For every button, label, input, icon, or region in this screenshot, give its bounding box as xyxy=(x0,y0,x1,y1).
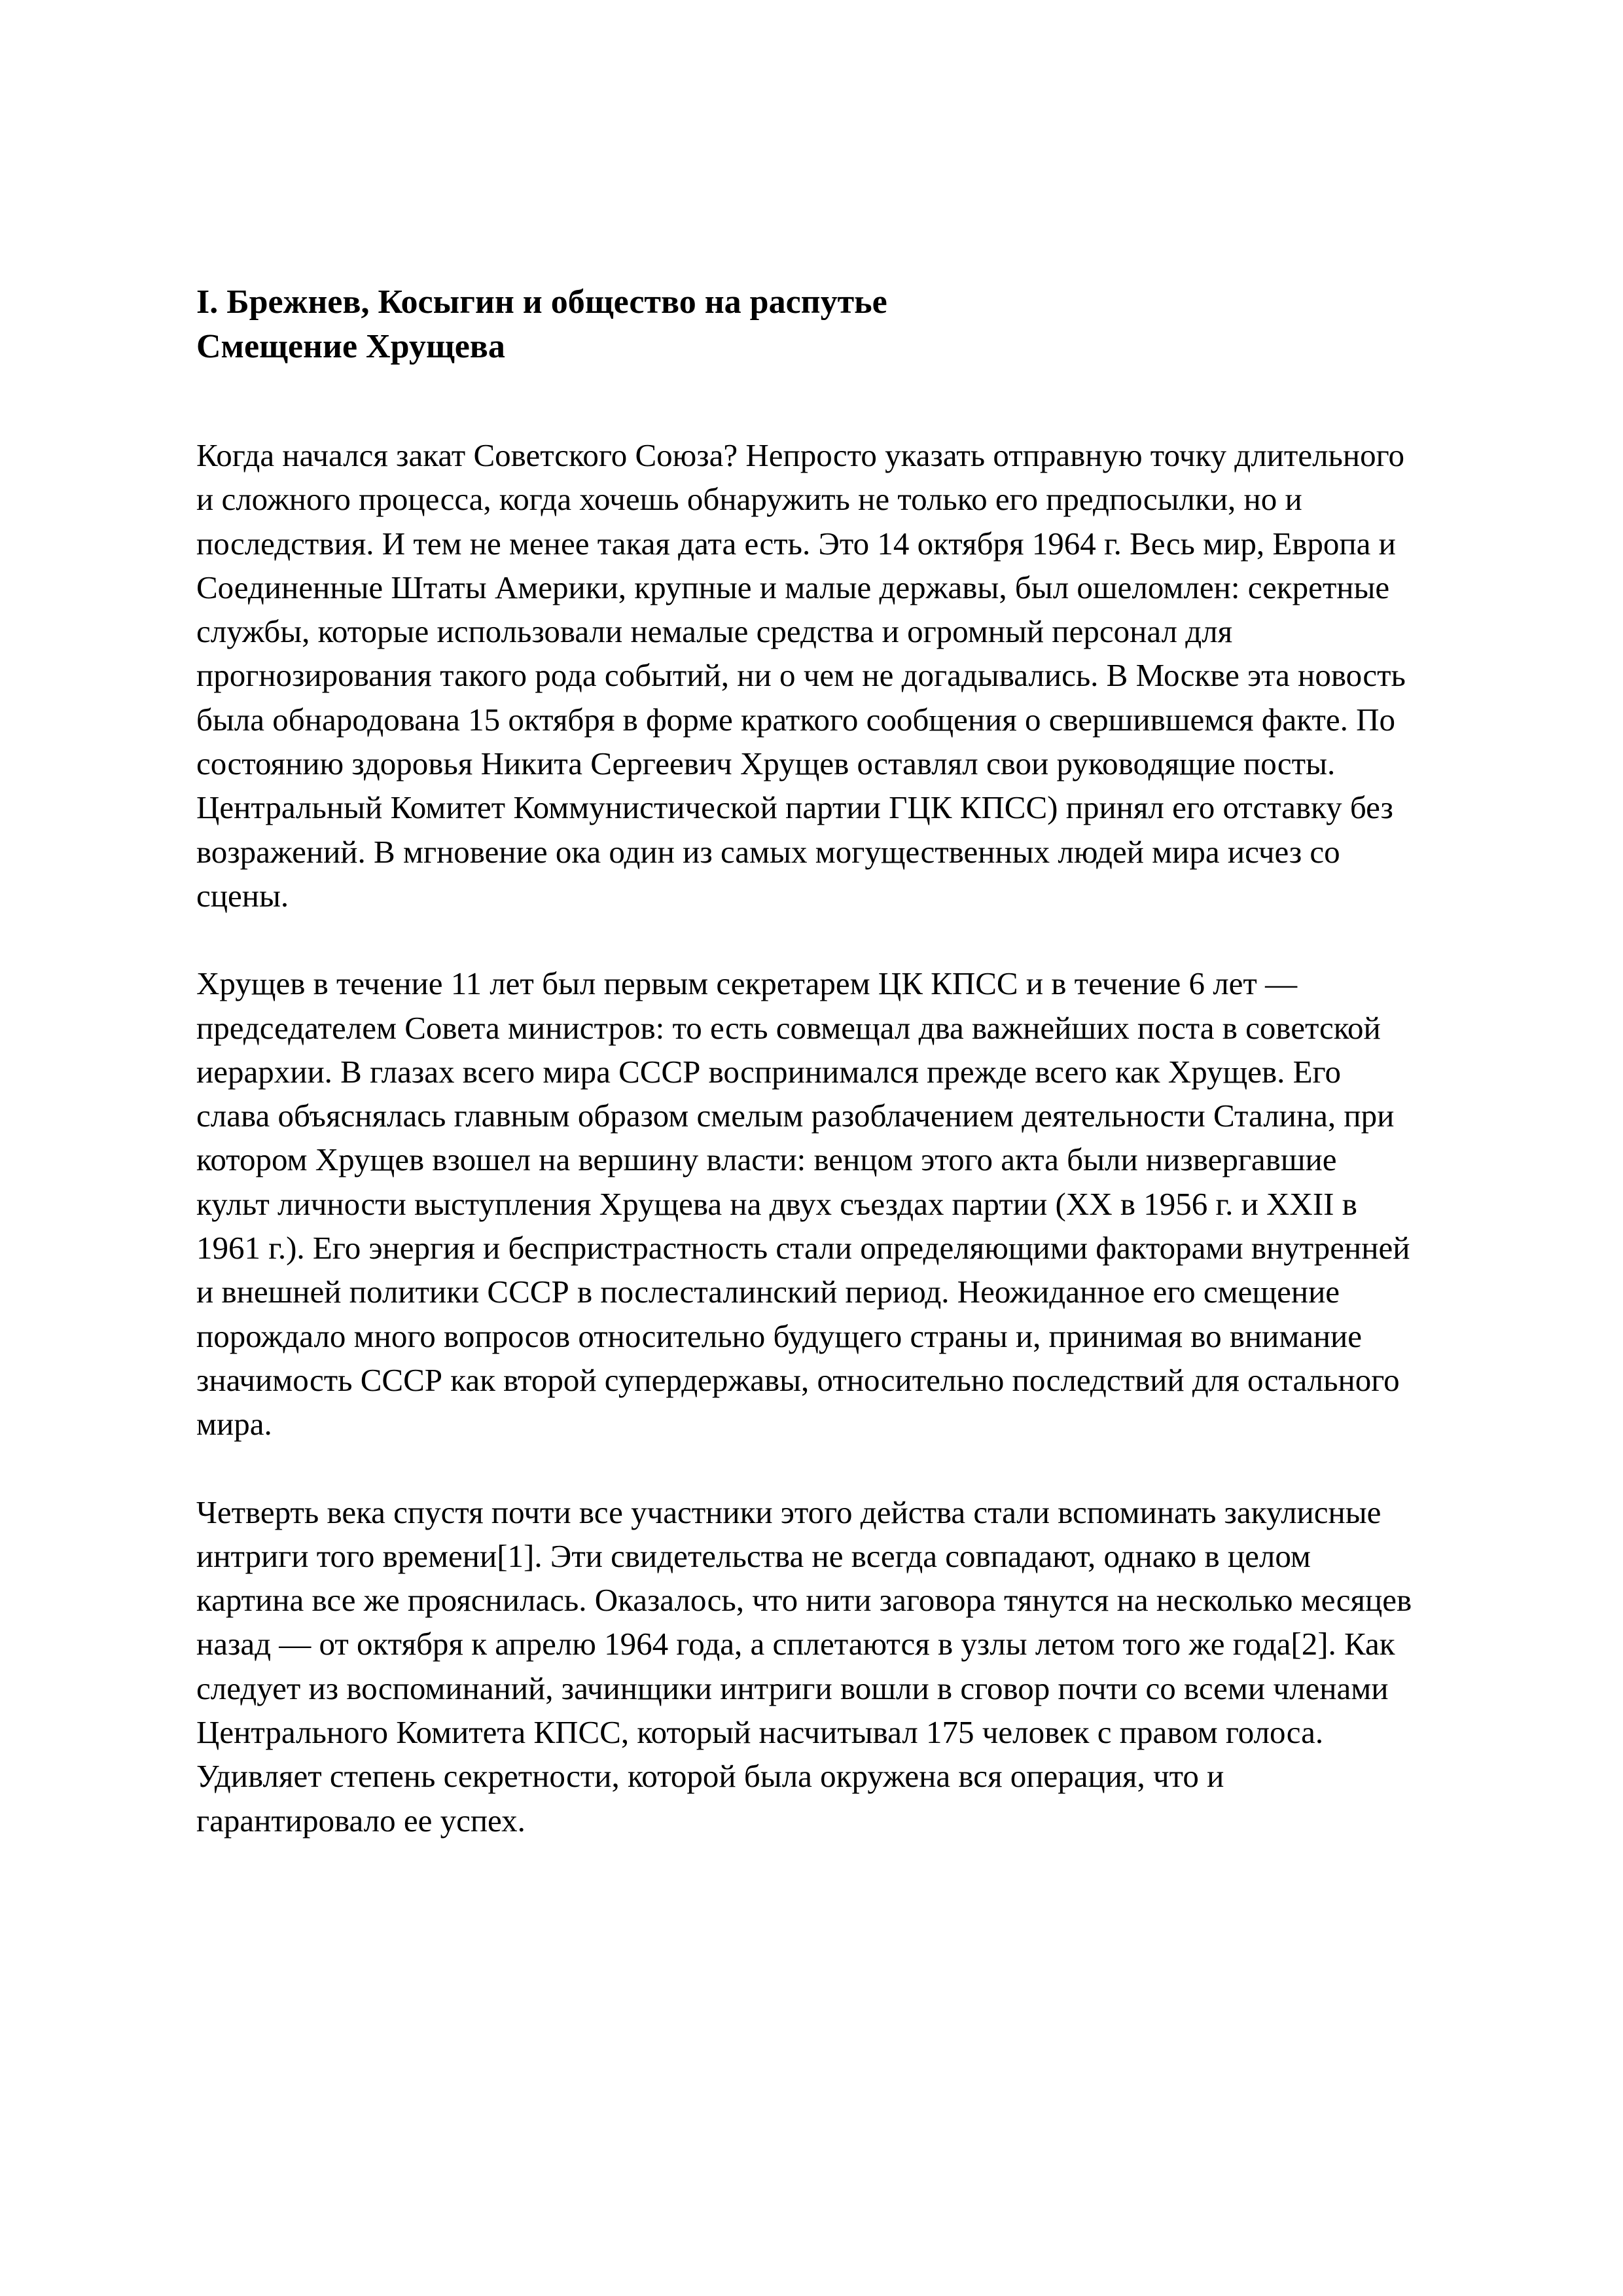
paragraph-3: Четверть века спустя почти все участники этого действа стали вспоминать закулисные интриги того времени[1]. Эти свидетельства не всегда совпадают, однако в целом картина все же прояснилась. Оказалось, что нити заговора тянутся на несколько месяцев назад — от октября к апрелю 1964 года, а сплетаются в узлы летом того же года[2]. Как следует из воспоминаний, зачинщики интриги вошли в сговор почти со всеми членами Центрального Комитета КПСС, который насчитывал 175 человек с правом голоса. Удивляет степень секретности, которой была окружена вся операция, что и гарантировало ее успех. xyxy=(196,1494,1412,1839)
paragraph-2: Хрущев в течение 11 лет был первым секретарем ЦК КПСС и в течение 6 лет — председателем Совета министров: то есть совмещал два важнейших поста в советской иерархии. В глазах всего мира СССР воспринимался прежде всего как Хрущев. Его слава объяснялась главным образом смелым разоблачением деятельности Сталина, при котором Хрущев взошел на вершину власти: венцом этого акта были низвергавшие культ личности выступления Хрущева на двух съездах партии (XX в 1956 г. и XXII в 1961 г.). Его энергия и беспристрастность стали определяющими факторами внутренней и внешней политики СССР в послесталинский период. Неожиданное его смещение порождало много вопросов относительно будущего страны и, принимая во внимание значимость СССР как второй супердержавы, относительно последствий для остального мира. xyxy=(196,965,1410,1443)
chapter-heading xyxy=(196,280,1414,369)
paragraph-1: Когда начался закат Советского Союза? Непросто указать отправную точку длительного и сложного процесса, когда хочешь обнаружить не только его предпосылки, но и последствия. И тем не менее такая дата есть. Это 14 октября 1964 г. Весь мир, Европа и Соединенные Штаты Америки, крупные и малые державы, был ошеломлен: секретные службы, которые использовали немалые средства и огромный персонал для прогнозирования такого рода событий, ни о чем не догадывались. В Москве эта новость была обнародована 15 октября в форме краткого сообщения о свершившемся факте. По состоянию здоровья Никита Сергеевич Хрущев оставлял свои руководящие посты. Центральный Комитет Коммунистической партии ГЦК КПСС) принял его отставку без возражений. В мгновение ока один из самых могущественных людей мира исчез со сцены. xyxy=(196,437,1406,914)
chapter-title: I. Брежнев, Косыгин и общество на распутье xyxy=(196,283,887,321)
document-page xyxy=(196,280,1414,1842)
section-title: Смещение Хрущева xyxy=(196,328,505,365)
